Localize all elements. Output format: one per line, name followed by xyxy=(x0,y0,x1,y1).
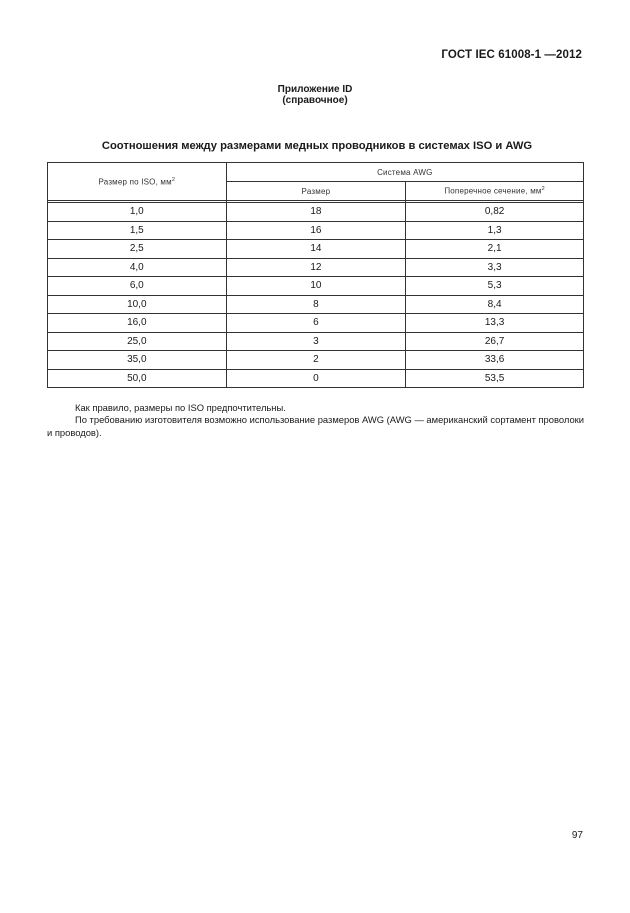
note-paragraph: По требованию изготовителя возможно использование размеров AWG (AWG — американский сортамент проволоки и проводов). xyxy=(47,414,584,438)
header-iso-size: Размер по ISO, $мм^2$ xyxy=(48,163,227,201)
cell-iso: 25,0 xyxy=(48,332,227,351)
cell-section: 1,3 xyxy=(406,221,584,240)
header-awg-system: Система AWG xyxy=(226,163,583,182)
annex-title: Приложение ID xyxy=(277,84,353,95)
cell-iso: 16,0 xyxy=(48,314,227,333)
cell-iso: 10,0 xyxy=(48,295,227,314)
cell-iso: 1,0 xyxy=(48,203,227,222)
cell-section: 53,5 xyxy=(406,369,584,388)
cell-iso: 1,5 xyxy=(48,221,227,240)
cell-iso: 4,0 xyxy=(48,258,227,277)
cell-awg: 14 xyxy=(226,240,406,259)
conductor-size-table xyxy=(47,162,584,388)
cell-awg: 0 xyxy=(226,369,406,388)
cell-section: 33,6 xyxy=(406,351,584,370)
cell-section: 3,3 xyxy=(406,258,584,277)
note-paragraph: Как правило, размеры по ISO предпочтительны. xyxy=(75,402,286,413)
cell-iso: 6,0 xyxy=(48,277,227,296)
table-row xyxy=(48,221,584,240)
cell-section: 13,3 xyxy=(406,314,584,333)
cell-awg: 16 xyxy=(226,221,406,240)
table-title: Соотношения между размерами медных проводников в системах ISO и AWG xyxy=(101,140,533,152)
table-row xyxy=(48,351,584,370)
cell-iso: 50,0 xyxy=(48,369,227,388)
cell-awg: 3 xyxy=(226,332,406,351)
cell-awg: 6 xyxy=(226,314,406,333)
table-row xyxy=(48,332,584,351)
table-row xyxy=(48,240,584,259)
cell-section: 5,3 xyxy=(406,277,584,296)
table-row xyxy=(48,277,584,296)
annex-heading xyxy=(0,84,630,106)
cell-section: 8,4 xyxy=(406,295,584,314)
cell-awg: 8 xyxy=(226,295,406,314)
table-row xyxy=(48,258,584,277)
cell-section: 2,1 xyxy=(406,240,584,259)
header-awg-section: Поперечное сечение, $мм^2$ xyxy=(406,182,584,201)
cell-awg: 2 xyxy=(226,351,406,370)
page-number: 97 xyxy=(571,830,583,841)
table-row xyxy=(48,314,584,333)
cell-iso: 2,5 xyxy=(48,240,227,259)
cell-awg: 12 xyxy=(226,258,406,277)
cell-section: 26,7 xyxy=(406,332,584,351)
cell-awg: 10 xyxy=(226,277,406,296)
notes xyxy=(47,402,584,439)
standard-code: ГОСТ IEC 61008-1 —2012 xyxy=(441,49,582,61)
header-awg-size: Размер xyxy=(226,182,406,201)
table-row xyxy=(48,203,584,222)
cell-iso: 35,0 xyxy=(48,351,227,370)
annex-subtitle: (справочное) xyxy=(282,95,348,106)
table-row xyxy=(48,369,584,388)
table-row xyxy=(48,295,584,314)
cell-section: 0,82 xyxy=(406,203,584,222)
cell-awg: 18 xyxy=(226,203,406,222)
